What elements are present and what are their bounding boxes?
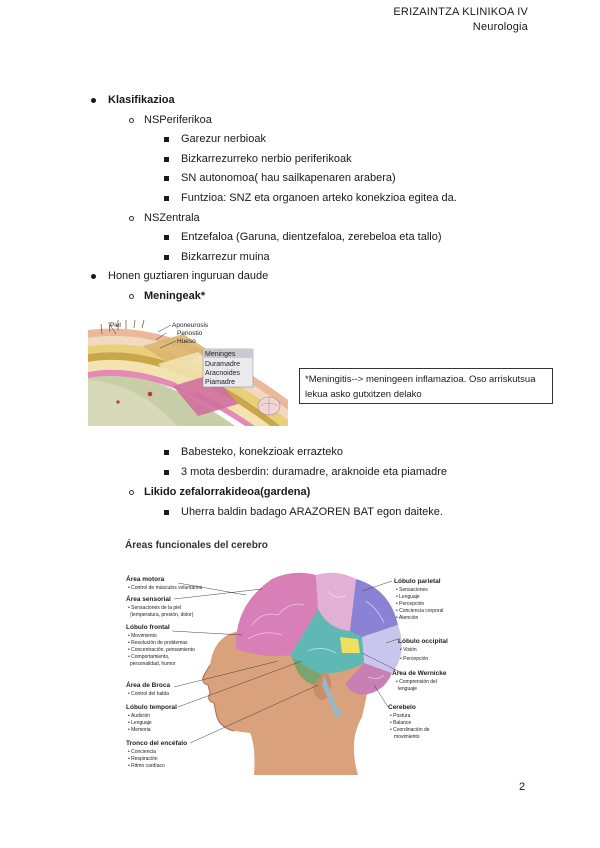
label-hueso: Hueso — [177, 338, 196, 345]
label-tronco: Tronco del encéfalo — [126, 740, 188, 747]
bullet-square — [164, 137, 169, 142]
label-occipital-d2: • Percepción — [400, 656, 429, 662]
label-tronco-d2: • Respiración — [128, 756, 158, 762]
label-parietal-d3: • Percepción — [396, 601, 425, 607]
label-frontal-d5: personalidad, humor — [130, 661, 176, 667]
label-sensorial-d2: (temperatura, presión, dolor) — [130, 612, 194, 618]
brain-areas-figure — [122, 535, 478, 775]
item-nsz: NSZentrala — [144, 212, 200, 224]
nsp-item-2: Bizkarrezurreko nerbio periferikoak — [181, 153, 352, 165]
meningitis-note: *Meningitis--> meningeen inflamazioa. Oso arriskutsua lekua asko gutxitzen delako — [299, 368, 553, 404]
bullet-square — [164, 510, 169, 515]
heading-klasifikazioa: Klasifikazioa — [108, 94, 175, 106]
item-honen: Honen guztiaren inguruan daude — [108, 270, 269, 282]
label-lobulo-frontal: Lóbulo frontal — [126, 624, 170, 631]
nsz-item-1: Entzefaloa (Garuna, dientzefaloa, zerebeloa eta tallo) — [181, 231, 442, 243]
page-number: 2 — [519, 781, 526, 793]
meningeak-item-2: 3 mota desberdin: duramadre, araknoide eta piamadre — [181, 466, 447, 478]
label-parietal-d4: • Conciencia corporal — [396, 608, 444, 614]
label-duramadre: Duramadre — [205, 361, 241, 368]
bullet-disc — [91, 98, 96, 103]
label-parietal-d1: • Sensaciones — [396, 587, 428, 593]
label-frontal-d4: • Comportamiento, — [128, 654, 170, 660]
bullet-disc — [91, 274, 96, 279]
item-likido: Likido zefalorrakideoa(gardena) — [144, 486, 311, 498]
label-lobulo-parietal: Lóbulo parietal — [394, 578, 441, 585]
label-cerebelo-d4: movimiento — [394, 734, 420, 740]
label-area-sensorial: Área sensorial — [126, 596, 171, 603]
label-meninges: Meninges — [205, 351, 236, 358]
item-meningeak: Meningeak* — [144, 290, 206, 302]
label-wernicke-d1: • Comprensión del — [396, 679, 437, 685]
item-nsp: NSPeriferikoa — [144, 114, 212, 126]
label-periostio: Periostio — [177, 330, 203, 337]
label-area-broca: Área de Broca — [126, 682, 171, 689]
label-frontal-d2: • Resolución de problemas — [128, 640, 188, 646]
label-motora-d: • Control de músculos voluntarios — [128, 585, 203, 591]
nsp-item-1: Garezur nerbioak — [181, 133, 266, 145]
label-sensorial-d1: • Sensaciones de la piel — [128, 605, 182, 611]
header-subtitle: Neurologia — [472, 21, 528, 33]
label-piamadre: Piamadre — [205, 379, 235, 386]
label-cerebelo-d1: • Postura — [390, 713, 411, 719]
nsp-item-3: SN autonomoa( hau sailkapenaren arabera) — [181, 172, 396, 184]
label-temporal-d3: • Memoria — [128, 727, 151, 733]
header-title: ERIZAINTZA KLINIKOA IV — [393, 6, 528, 18]
label-piel: Piel — [110, 322, 121, 329]
label-frontal-d1: • Movimiento — [128, 633, 157, 639]
label-cerebelo: Cerebelo — [388, 704, 416, 711]
label-frontal-d3: • Concentración, pensamiento — [128, 647, 195, 653]
brain-figure-title: Áreas funcionales del cerebro — [125, 540, 268, 551]
label-parietal-d5: • Atención — [396, 615, 419, 621]
label-lobulo-temporal: Lóbulo temporal — [126, 704, 177, 711]
label-temporal-d1: • Audición — [128, 713, 151, 719]
nsz-item-2: Bizkarrezur muina — [181, 251, 270, 263]
label-tronco-d1: • Conciencia — [128, 749, 156, 755]
bullet-circle — [129, 216, 134, 221]
likido-item-1: Uherra baldin badago ARAZOREN BAT egon daiteke. — [181, 506, 443, 518]
label-cerebelo-d2: • Balance — [390, 720, 412, 726]
label-aponeurosis: Aponeurosis — [172, 322, 209, 329]
bullet-square — [164, 176, 169, 181]
meninges-figure — [88, 320, 288, 426]
label-cerebelo-d3: • Coordinación de — [390, 727, 430, 733]
label-occipital-d1: • Visión — [400, 647, 417, 653]
bullet-square — [164, 450, 169, 455]
nsp-item-4: Funtzioa: SNZ eta organoen arteko konekzioa egitea da. — [181, 192, 457, 204]
bullet-square — [164, 196, 169, 201]
label-aracnoides: Aracnoides — [205, 370, 241, 377]
label-area-wernicke: Área de Wernicke — [392, 670, 447, 677]
label-tronco-d3: • Ritmo cardíaco — [128, 763, 165, 769]
label-area-motora: Área motora — [126, 576, 165, 583]
bullet-square — [164, 255, 169, 260]
bullet-square — [164, 235, 169, 240]
bullet-circle — [129, 294, 134, 299]
label-parietal-d2: • Lenguaje — [396, 594, 420, 600]
bullet-circle — [129, 490, 134, 495]
label-wernicke-d2: lenguaje — [398, 686, 417, 692]
bullet-square — [164, 470, 169, 475]
label-broca-d: • Control del habla — [128, 691, 169, 697]
bullet-square — [164, 157, 169, 162]
bullet-circle — [129, 118, 134, 123]
label-temporal-d2: • Lenguaje — [128, 720, 152, 726]
label-lobulo-occipital: Lóbulo occipital — [398, 638, 448, 645]
meningeak-item-1: Babesteko, konekzioak errazteko — [181, 446, 344, 458]
